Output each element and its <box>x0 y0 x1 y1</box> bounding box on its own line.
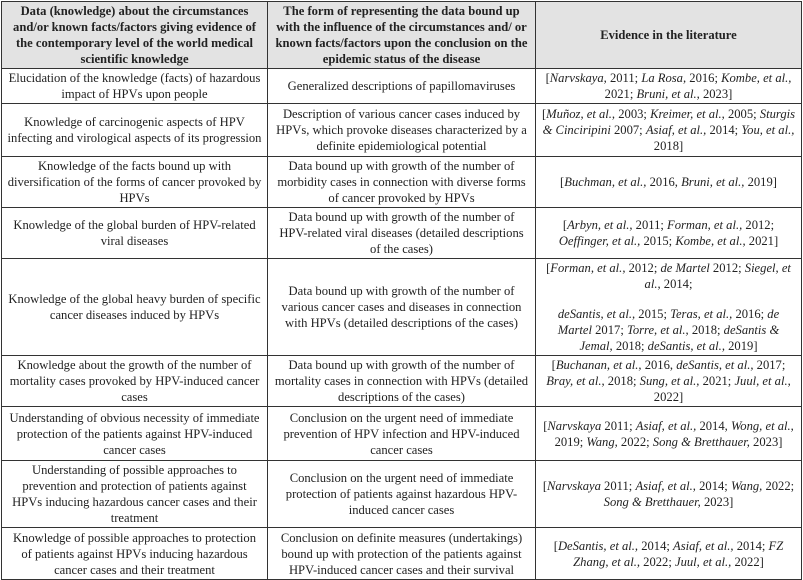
citation-author: Kombe, et al., <box>675 234 746 248</box>
citation-author: La Rosa, <box>641 71 687 85</box>
citation-text: [ <box>551 358 556 372</box>
citation-text: [ <box>546 261 551 275</box>
knowledge-cell: Knowledge about the growth of the number of mortality cases provoked by HPV-induced cancer cases <box>2 356 268 407</box>
citation-text: 2003; <box>615 107 651 121</box>
citation-author: Asiaf, et al., <box>645 123 707 137</box>
evidence-cell <box>536 356 802 407</box>
citation-text: 2015; <box>640 234 676 248</box>
citation-text: [ <box>543 418 548 433</box>
citation-text: [ <box>541 107 547 121</box>
citation-text: 2005; <box>724 107 760 121</box>
citation-paragraph <box>541 174 796 190</box>
citation-author: Narvskaya <box>547 418 602 433</box>
citation-author: Bruni, et al., <box>681 175 745 189</box>
citation-text: 2022; <box>617 434 653 449</box>
citation-text: 2019] <box>724 339 758 353</box>
citation-text: 2023] <box>749 434 783 449</box>
knowledge-cell: Knowledge of the global burden of HPV-related viral diseases <box>2 208 268 259</box>
table-row <box>2 104 802 157</box>
evidence-table <box>1 1 802 580</box>
citation-author: Forman, et al., <box>550 261 626 275</box>
table-row <box>2 461 802 528</box>
evidence-cell <box>536 208 802 259</box>
citation-text: 2022] <box>731 554 764 569</box>
citation-text: 2011; <box>632 218 668 232</box>
representation-cell: Description of various cancer cases induced by HPVs, which provoke diseases characterized by a definite epidemiological potential <box>268 104 536 157</box>
citation-author: deSantis, et al., <box>557 307 636 321</box>
representation-cell: Conclusion on the urgent need of immediate protection of patients against hazardous HPV-induced cancer cases <box>268 461 536 528</box>
citation-author: Asiaf, et al., <box>635 418 697 433</box>
citation-paragraph <box>541 418 796 450</box>
knowledge-cell: Elucidation of the knowledge (facts) of hazardous impact of HPVs upon people <box>2 69 268 104</box>
citation-text: 2023] <box>700 495 734 509</box>
citation-paragraph <box>541 538 796 570</box>
evidence-cell <box>536 407 802 461</box>
citation-text: 2007; <box>610 123 646 137</box>
citation-author: Narvskaya <box>547 479 601 493</box>
representation-cell: Generalized descriptions of papillomaviruses <box>268 69 536 104</box>
citation-author: DeSantis, et al., <box>557 538 639 553</box>
knowledge-cell: Understanding of possible approaches to prevention and protection of patients against HPVs inducing hazardous cancer cases and their treatment <box>2 461 268 528</box>
citation-author: FZ Zhang, et al., <box>573 538 784 569</box>
citation-text: 2022] <box>653 390 684 404</box>
citation-text: 2018; <box>604 374 640 388</box>
evidence-cell <box>536 259 802 356</box>
header-row <box>2 2 802 69</box>
evidence-cell <box>536 157 802 208</box>
evidence-cell <box>536 69 802 104</box>
citation-text: 2014, <box>696 418 731 433</box>
citation-text: 2021; <box>604 87 637 101</box>
citation-text: 2014; <box>706 123 742 137</box>
citation-author: Muñoz, et al., <box>546 107 616 121</box>
citation-text: [ <box>562 218 568 232</box>
citation-text: [ <box>545 71 550 85</box>
citation-text: 2015; <box>635 307 671 321</box>
header-evidence: Evidence in the literature <box>536 2 802 69</box>
citation-text: 2019; <box>554 434 587 449</box>
paragraph-gap <box>541 292 796 306</box>
citation-text: 2022; <box>640 554 675 569</box>
citation-author: Wang, <box>586 434 618 449</box>
knowledge-cell: Knowledge of carcinogenic aspects of HPV infecting and virological aspects of its progression <box>2 104 268 157</box>
knowledge-cell: Understanding of obvious necessity of immediate protection of the patients against HPV-induced cancer cases <box>2 407 268 461</box>
citation-paragraph <box>541 478 796 510</box>
citation-text: 2016, <box>646 175 682 189</box>
citation-author: Arbyn, et al., <box>567 218 633 232</box>
citation-text: 2018; <box>612 339 648 353</box>
table-row <box>2 69 802 104</box>
citation-text: 2011; <box>606 71 642 85</box>
representation-cell: Conclusion on the urgent need of immediate prevention of HPV infection and HPV-induced cancer cases <box>268 407 536 461</box>
citation-text: 2021; <box>699 374 735 388</box>
representation-cell: Data bound up with growth of the number of mortality cases in connection with HPVs (detailed descriptions of the cases) <box>268 356 536 407</box>
knowledge-cell: Knowledge of possible approaches to protection of patients against HPVs inducing hazardous cancer cases and their treatment <box>2 528 268 580</box>
citation-text: 2014; <box>733 538 769 553</box>
citation-author: deSantis & Jemal, <box>579 323 780 353</box>
table-row <box>2 157 802 208</box>
citation-author: Bruni, et al., <box>636 87 700 101</box>
table-row <box>2 407 802 461</box>
citation-author: Teras, et al., <box>670 307 733 321</box>
citation-author: Song & Bretthauer, <box>603 495 701 509</box>
citation-author: Siegel, et al., <box>644 261 791 291</box>
table-row <box>2 528 802 580</box>
knowledge-cell: Knowledge of the facts bound up with diversification of the forms of cancer provoked by HPVs <box>2 157 268 208</box>
citation-author: Asiaf, et al., <box>635 479 696 493</box>
citation-text: [ <box>542 479 548 493</box>
citation-text: 2018] <box>653 139 684 153</box>
citation-text: 2014; <box>638 538 674 553</box>
citation-author: Juul, et al., <box>674 554 732 569</box>
citation-text: 2014; <box>695 479 731 493</box>
table-row <box>2 259 802 356</box>
citation-paragraph <box>541 106 796 154</box>
table-row <box>2 208 802 259</box>
representation-cell: Data bound up with growth of the number of HPV-related viral diseases (detailed descriptions of the cases) <box>268 208 536 259</box>
citation-text: 2017; <box>591 323 627 337</box>
citation-author: Torre, et al., <box>626 323 689 337</box>
evidence-cell <box>536 104 802 157</box>
citation-author: deSantis, et al., <box>647 339 725 353</box>
citation-text: 2016; <box>686 71 722 85</box>
citation-paragraph <box>541 357 796 405</box>
citation-text: 2021] <box>745 234 779 248</box>
citation-author: Oeffinger, et al., <box>558 234 641 248</box>
citation-text: [ <box>560 175 565 189</box>
citation-author: Sturgis & Cinciripini <box>542 107 796 137</box>
citation-author: Narvskaya, <box>549 71 607 85</box>
citation-author: Wang, <box>730 479 763 493</box>
citation-text: 2016, <box>641 358 677 372</box>
citation-text: 2014; <box>660 277 693 291</box>
citation-text: 2023] <box>699 87 733 101</box>
citation-author: You, et al., <box>741 123 795 137</box>
citation-text: 2019] <box>744 175 777 189</box>
citation-paragraph <box>541 260 796 292</box>
citation-text: 2011; <box>600 479 636 493</box>
citation-text: 2012; <box>742 218 775 232</box>
header-data-knowledge: Data (knowledge) about the circumstances and/or known facts/factors giving evidence of the contemporary level of the world medical scientific knowledge <box>2 2 268 69</box>
knowledge-cell: Knowledge of the global heavy burden of specific cancer diseases induced by HPVs <box>2 259 268 356</box>
citation-author: Buchanan, et al., <box>555 358 642 372</box>
citation-author: Forman, et al., <box>667 218 743 232</box>
citation-paragraph <box>541 306 796 354</box>
citation-author: Sung, et al., <box>639 374 700 388</box>
citation-text: 2012; <box>709 261 745 275</box>
citation-author: Song & Bretthauer, <box>652 434 750 449</box>
citation-author: de Martel <box>660 261 710 275</box>
header-representation-form: The form of representing the data bound up with the influence of the circumstances and/ or known facts/factors upon the conclusion on the epidemic status of the disease <box>268 2 536 69</box>
representation-cell: Data bound up with growth of the number of various cancer cases and diseases in connection with HPVs (detailed descriptions of the cases) <box>268 259 536 356</box>
table-body <box>2 69 802 580</box>
citation-paragraph <box>541 70 796 102</box>
citation-author: Buchman, et al., <box>564 175 647 189</box>
citation-text: [ <box>553 538 558 553</box>
citation-author: Kreimer, et al., <box>650 107 725 121</box>
citation-author: Wong, et al., <box>730 418 794 433</box>
citation-text: 2022; <box>762 479 795 493</box>
citation-author: de Martel <box>557 307 780 337</box>
citation-author: Asiaf, et al., <box>673 538 734 553</box>
representation-cell: Conclusion on definite measures (undertakings) bound up with protection of the patients against HPV-induced cancer cases and their survival <box>268 528 536 580</box>
citation-paragraph <box>541 217 796 249</box>
citation-text: 2011; <box>601 418 636 433</box>
citation-author: deSantis, et al., <box>676 358 754 372</box>
representation-cell: Data bound up with growth of the number of morbidity cases in connection with diverse forms of cancer provoked by HPVs <box>268 157 536 208</box>
citation-text: 2017; <box>753 358 786 372</box>
evidence-cell <box>536 528 802 580</box>
citation-author: Kombe, et al., <box>721 71 792 85</box>
citation-text: 2018; <box>688 323 724 337</box>
citation-text: 2012; <box>625 261 661 275</box>
citation-text: 2016; <box>732 307 768 321</box>
table-row <box>2 356 802 407</box>
evidence-cell <box>536 461 802 528</box>
citation-author: Juul, et al., <box>734 374 791 388</box>
citation-author: Bray, et al., <box>546 374 605 388</box>
